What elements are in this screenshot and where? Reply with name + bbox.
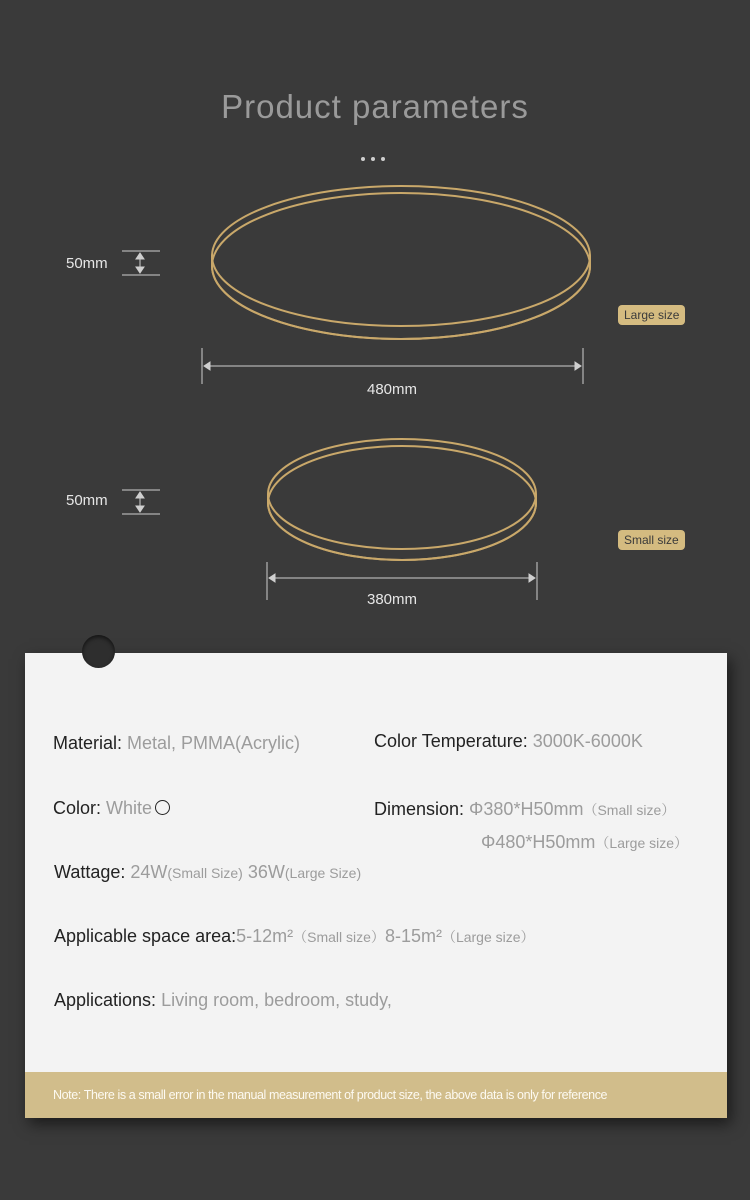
wattage-label: Wattage:	[54, 862, 131, 882]
spec-applications	[54, 990, 392, 1011]
spec-material	[53, 733, 300, 754]
small-height-label: 50mm	[66, 492, 108, 509]
material-value: Metal, PMMA(Acrylic)	[127, 733, 301, 753]
spec-wattage	[54, 862, 361, 883]
small-height-arrow	[122, 490, 160, 514]
small-width-label: 380mm	[366, 591, 418, 608]
small-lamp-illustration	[268, 439, 536, 560]
large-width-label: 480mm	[366, 381, 418, 398]
dimension-small-value: Φ380*H50mm	[469, 799, 584, 819]
color-temp-label: Color Temperature:	[374, 731, 533, 751]
page-title: Product parameters	[221, 88, 529, 125]
wattage-large-note: (Large Size)	[284, 865, 362, 881]
area-label: Applicable space area:	[54, 926, 237, 946]
area-small-note: （Small size）	[293, 929, 385, 945]
spec-dimension	[374, 799, 675, 820]
wattage-small-note: (Small Size)	[167, 865, 243, 881]
wattage-large-value: 36W	[242, 862, 285, 882]
dimension-large-value: Φ480*H50mm	[481, 832, 596, 852]
card-hole-decoration	[82, 635, 115, 668]
spec-dimension-large	[481, 832, 688, 853]
dimension-label: Dimension:	[374, 799, 470, 819]
color-label: Color:	[53, 798, 107, 818]
small-size-badge: Small size	[618, 530, 685, 550]
large-size-badge: Large size	[618, 305, 685, 325]
area-large-note: （Large size）	[441, 929, 535, 945]
spec-space-area	[54, 926, 535, 947]
applications-value: Living room, bedroom, study,	[161, 990, 392, 1010]
spec-card	[25, 653, 727, 1118]
dimension-large-note: （Large size）	[595, 835, 689, 851]
white-circle-icon	[155, 800, 170, 815]
reference-note: Note: There is a small error in the manual measurement of product size, the above data is only for reference	[25, 1072, 727, 1118]
area-large-value: 8-15m²	[384, 926, 442, 946]
large-height-label: 50mm	[66, 255, 108, 272]
large-lamp-illustration	[212, 186, 590, 339]
large-width-arrow	[202, 348, 583, 384]
applications-label: Applications:	[54, 990, 162, 1010]
dimension-small-note: （Small size）	[583, 802, 676, 818]
color-temp-value: 3000K-6000K	[532, 731, 643, 751]
material-label: Material:	[53, 733, 128, 753]
wattage-small-value: 24W	[130, 862, 168, 882]
large-height-arrow	[122, 251, 160, 275]
area-small-value: 5-12m²	[236, 926, 294, 946]
color-value: White	[106, 798, 153, 818]
spec-color	[53, 798, 170, 819]
spec-color-temperature	[374, 731, 643, 752]
